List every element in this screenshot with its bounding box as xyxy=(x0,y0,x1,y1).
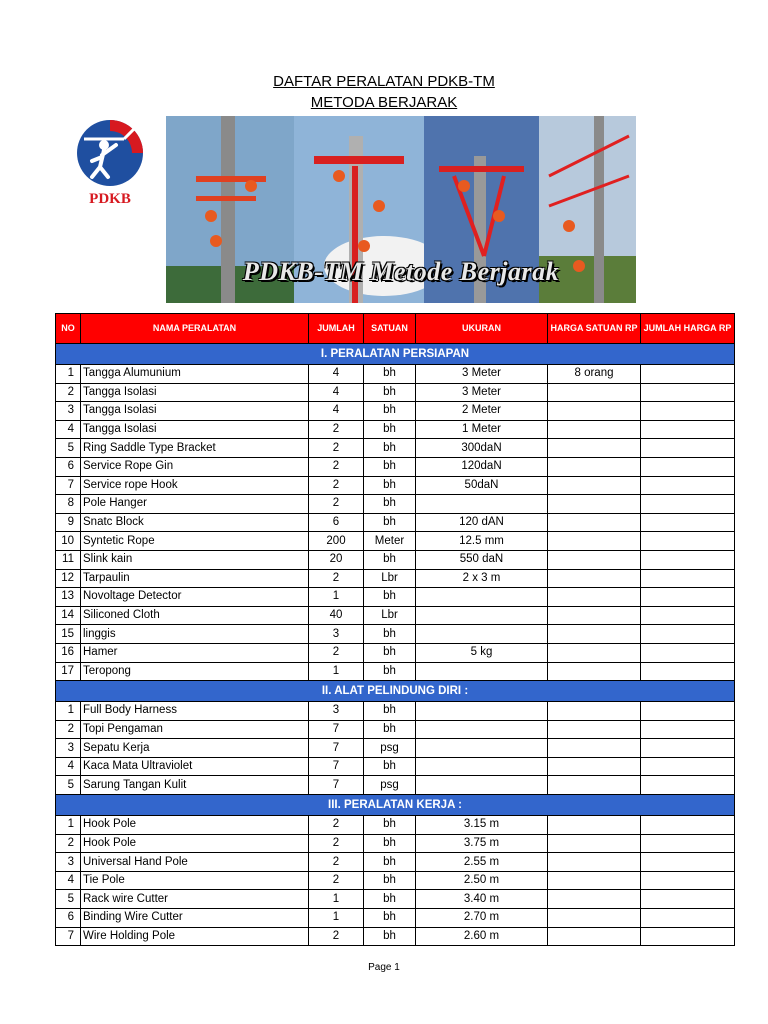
row-jumlah: 2 xyxy=(309,927,364,946)
row-jumlah-harga xyxy=(641,927,735,946)
row-jumlah-harga xyxy=(641,776,735,795)
banner-caption: PDKB-TM Metode Berjarak xyxy=(242,257,560,286)
row-nama: Slink kain xyxy=(81,550,309,569)
row-ukuran: 550 daN xyxy=(416,550,548,569)
row-harga-satuan xyxy=(548,927,641,946)
row-ukuran: 50daN xyxy=(416,476,548,495)
row-nama: Tangga Isolasi xyxy=(81,420,309,439)
row-satuan: bh xyxy=(364,757,416,776)
row-no: 16 xyxy=(56,643,81,662)
row-nama: Sarung Tangan Kulit xyxy=(81,776,309,795)
row-no: 9 xyxy=(56,513,81,532)
row-nama: Tie Pole xyxy=(81,871,309,890)
row-no: 15 xyxy=(56,625,81,644)
row-jumlah-harga xyxy=(641,853,735,872)
row-ukuran xyxy=(416,588,548,607)
row-no: 4 xyxy=(56,757,81,776)
header-nama: NAMA PERALATAN xyxy=(81,314,309,344)
table-row xyxy=(56,402,735,421)
row-satuan: bh xyxy=(364,420,416,439)
row-jumlah-harga xyxy=(641,909,735,928)
table-row xyxy=(56,625,735,644)
row-harga-satuan xyxy=(548,834,641,853)
row-satuan: bh xyxy=(364,834,416,853)
table-row xyxy=(56,662,735,681)
row-no: 4 xyxy=(56,871,81,890)
row-harga-satuan xyxy=(548,588,641,607)
row-ukuran xyxy=(416,662,548,681)
row-ukuran xyxy=(416,776,548,795)
row-harga-satuan xyxy=(548,643,641,662)
row-nama: Tangga Isolasi xyxy=(81,383,309,402)
header-satuan: SATUAN xyxy=(364,314,416,344)
row-harga-satuan xyxy=(548,606,641,625)
row-ukuran: 2.55 m xyxy=(416,853,548,872)
table-row xyxy=(56,890,735,909)
row-no: 1 xyxy=(56,816,81,835)
row-satuan: Lbr xyxy=(364,606,416,625)
row-no: 3 xyxy=(56,853,81,872)
row-jumlah: 4 xyxy=(309,383,364,402)
row-jumlah-harga xyxy=(641,365,735,384)
row-harga-satuan xyxy=(548,420,641,439)
row-no: 4 xyxy=(56,420,81,439)
row-nama: Ring Saddle Type Bracket xyxy=(81,439,309,458)
row-jumlah: 40 xyxy=(309,606,364,625)
table-row xyxy=(56,643,735,662)
row-harga-satuan xyxy=(548,739,641,758)
row-jumlah: 2 xyxy=(309,853,364,872)
row-satuan: Meter xyxy=(364,532,416,551)
table-row xyxy=(56,720,735,739)
table-row xyxy=(56,927,735,946)
row-satuan: bh xyxy=(364,550,416,569)
row-jumlah: 7 xyxy=(309,776,364,795)
table-row xyxy=(56,550,735,569)
row-harga-satuan xyxy=(548,550,641,569)
row-harga-satuan xyxy=(548,871,641,890)
row-nama: Wire Holding Pole xyxy=(81,927,309,946)
row-harga-satuan xyxy=(548,495,641,514)
row-jumlah-harga xyxy=(641,702,735,721)
row-no: 5 xyxy=(56,776,81,795)
row-jumlah-harga xyxy=(641,834,735,853)
row-ukuran: 2.70 m xyxy=(416,909,548,928)
table-row xyxy=(56,702,735,721)
table-row xyxy=(56,776,735,795)
row-satuan: bh xyxy=(364,476,416,495)
row-no: 7 xyxy=(56,927,81,946)
table-row xyxy=(56,365,735,384)
row-jumlah: 2 xyxy=(309,569,364,588)
row-ukuran: 120daN xyxy=(416,457,548,476)
row-harga-satuan xyxy=(548,816,641,835)
row-harga-satuan xyxy=(548,383,641,402)
table-row xyxy=(56,739,735,758)
row-nama: Pole Hanger xyxy=(81,495,309,514)
row-jumlah-harga xyxy=(641,720,735,739)
section-header-row xyxy=(56,344,735,365)
row-nama: Tarpaulin xyxy=(81,569,309,588)
row-ukuran: 3.75 m xyxy=(416,834,548,853)
row-jumlah: 2 xyxy=(309,476,364,495)
row-harga-satuan xyxy=(548,702,641,721)
row-jumlah: 6 xyxy=(309,513,364,532)
table-row xyxy=(56,383,735,402)
row-ukuran: 120 dAN xyxy=(416,513,548,532)
row-satuan: bh xyxy=(364,927,416,946)
row-ukuran: 2.50 m xyxy=(416,871,548,890)
row-no: 1 xyxy=(56,365,81,384)
table-row xyxy=(56,834,735,853)
row-harga-satuan xyxy=(548,890,641,909)
row-jumlah-harga xyxy=(641,588,735,607)
table-row xyxy=(56,532,735,551)
row-satuan: bh xyxy=(364,853,416,872)
row-no: 5 xyxy=(56,439,81,458)
row-satuan: bh xyxy=(364,439,416,458)
row-ukuran xyxy=(416,739,548,758)
row-harga-satuan xyxy=(548,439,641,458)
row-satuan: bh xyxy=(364,513,416,532)
row-satuan: bh xyxy=(364,909,416,928)
row-satuan: bh xyxy=(364,871,416,890)
row-ukuran xyxy=(416,495,548,514)
row-satuan: bh xyxy=(364,588,416,607)
row-satuan: psg xyxy=(364,776,416,795)
row-no: 13 xyxy=(56,588,81,607)
row-jumlah-harga xyxy=(641,439,735,458)
row-jumlah: 2 xyxy=(309,439,364,458)
header-jumlah-harga: JUMLAH HARGA RP xyxy=(641,314,735,344)
row-satuan: bh xyxy=(364,365,416,384)
table-row xyxy=(56,757,735,776)
row-no: 11 xyxy=(56,550,81,569)
table-row xyxy=(56,476,735,495)
row-satuan: bh xyxy=(364,890,416,909)
row-ukuran: 2 x 3 m xyxy=(416,569,548,588)
row-jumlah-harga xyxy=(641,550,735,569)
row-satuan: bh xyxy=(364,625,416,644)
section-title: II. ALAT PELINDUNG DIRI : xyxy=(56,681,735,702)
row-satuan: bh xyxy=(364,816,416,835)
row-jumlah: 2 xyxy=(309,457,364,476)
svg-text:PDKB: PDKB xyxy=(89,191,131,207)
section-title: I. PERALATAN PERSIAPAN xyxy=(56,344,735,365)
row-ukuran xyxy=(416,720,548,739)
table-row xyxy=(56,420,735,439)
row-satuan: bh xyxy=(364,457,416,476)
header-ukuran: UKURAN xyxy=(416,314,548,344)
row-nama: Teropong xyxy=(81,662,309,681)
row-jumlah-harga xyxy=(641,457,735,476)
row-nama: Sepatu Kerja xyxy=(81,739,309,758)
row-jumlah: 7 xyxy=(309,757,364,776)
row-jumlah-harga xyxy=(641,532,735,551)
table-row xyxy=(56,871,735,890)
row-satuan: bh xyxy=(364,702,416,721)
row-harga-satuan xyxy=(548,625,641,644)
row-jumlah-harga xyxy=(641,816,735,835)
row-jumlah: 1 xyxy=(309,890,364,909)
row-jumlah-harga xyxy=(641,569,735,588)
row-harga-satuan xyxy=(548,662,641,681)
row-nama: Universal Hand Pole xyxy=(81,853,309,872)
row-ukuran: 1 Meter xyxy=(416,420,548,439)
row-harga-satuan: 8 orang xyxy=(548,365,641,384)
header-jumlah: JUMLAH xyxy=(309,314,364,344)
row-satuan: bh xyxy=(364,402,416,421)
row-no: 3 xyxy=(56,739,81,758)
row-ukuran xyxy=(416,702,548,721)
row-ukuran xyxy=(416,606,548,625)
row-jumlah-harga xyxy=(641,662,735,681)
page-number: Page 1 xyxy=(368,962,400,973)
table-row xyxy=(56,816,735,835)
row-no: 7 xyxy=(56,476,81,495)
row-jumlah: 2 xyxy=(309,834,364,853)
row-no: 6 xyxy=(56,457,81,476)
row-harga-satuan xyxy=(548,513,641,532)
row-satuan: bh xyxy=(364,383,416,402)
row-jumlah-harga xyxy=(641,739,735,758)
row-jumlah: 20 xyxy=(309,550,364,569)
row-nama: Hook Pole xyxy=(81,834,309,853)
row-ukuran: 3.40 m xyxy=(416,890,548,909)
row-jumlah: 2 xyxy=(309,420,364,439)
row-no: 8 xyxy=(56,495,81,514)
row-jumlah-harga xyxy=(641,625,735,644)
row-nama: Syntetic Rope xyxy=(81,532,309,551)
row-nama: Tangga Alumunium xyxy=(81,365,309,384)
row-harga-satuan xyxy=(548,532,641,551)
row-harga-satuan xyxy=(548,457,641,476)
table-row xyxy=(56,569,735,588)
header-harga-satuan: HARGA SATUAN RP xyxy=(548,314,641,344)
row-satuan: bh xyxy=(364,643,416,662)
row-jumlah: 1 xyxy=(309,662,364,681)
table-header-row xyxy=(56,314,735,344)
row-ukuran: 2.60 m xyxy=(416,927,548,946)
row-ukuran: 12.5 mm xyxy=(416,532,548,551)
row-nama: Service Rope Gin xyxy=(81,457,309,476)
row-jumlah: 2 xyxy=(309,871,364,890)
row-ukuran: 300daN xyxy=(416,439,548,458)
row-no: 2 xyxy=(56,834,81,853)
row-no: 14 xyxy=(56,606,81,625)
row-nama: Rack wire Cutter xyxy=(81,890,309,909)
row-jumlah-harga xyxy=(641,890,735,909)
section-header-row xyxy=(56,795,735,816)
row-nama: Topi Pengaman xyxy=(81,720,309,739)
row-harga-satuan xyxy=(548,757,641,776)
banner-image xyxy=(166,116,636,303)
table-row xyxy=(56,513,735,532)
row-nama: Kaca Mata Ultraviolet xyxy=(81,757,309,776)
row-harga-satuan xyxy=(548,402,641,421)
row-jumlah: 7 xyxy=(309,720,364,739)
row-ukuran xyxy=(416,625,548,644)
row-jumlah: 200 xyxy=(309,532,364,551)
row-nama: Siliconed Cloth xyxy=(81,606,309,625)
table-row xyxy=(56,909,735,928)
document-subtitle: METODA BERJARAK xyxy=(310,94,458,111)
row-jumlah: 4 xyxy=(309,402,364,421)
table-body xyxy=(56,344,735,946)
pdkb-logo xyxy=(74,115,150,213)
row-satuan: psg xyxy=(364,739,416,758)
row-no: 12 xyxy=(56,569,81,588)
row-ukuran: 2 Meter xyxy=(416,402,548,421)
row-no: 10 xyxy=(56,532,81,551)
row-jumlah: 3 xyxy=(309,625,364,644)
table-row xyxy=(56,853,735,872)
table-row xyxy=(56,457,735,476)
row-nama: Hamer xyxy=(81,643,309,662)
row-jumlah: 3 xyxy=(309,702,364,721)
row-harga-satuan xyxy=(548,476,641,495)
row-no: 2 xyxy=(56,383,81,402)
row-nama: Hook Pole xyxy=(81,816,309,835)
row-satuan: bh xyxy=(364,662,416,681)
row-harga-satuan xyxy=(548,569,641,588)
row-no: 6 xyxy=(56,909,81,928)
row-nama: Service rope Hook xyxy=(81,476,309,495)
row-harga-satuan xyxy=(548,776,641,795)
document-title: DAFTAR PERALATAN PDKB-TM xyxy=(273,73,495,90)
row-jumlah-harga xyxy=(641,420,735,439)
table-row xyxy=(56,606,735,625)
row-nama: Tangga Isolasi xyxy=(81,402,309,421)
row-jumlah-harga xyxy=(641,495,735,514)
row-satuan: Lbr xyxy=(364,569,416,588)
row-nama: Novoltage Detector xyxy=(81,588,309,607)
row-harga-satuan xyxy=(548,909,641,928)
section-title: III. PERALATAN KERJA : xyxy=(56,795,735,816)
table-row xyxy=(56,495,735,514)
row-jumlah-harga xyxy=(641,871,735,890)
row-nama: linggis xyxy=(81,625,309,644)
row-ukuran: 3 Meter xyxy=(416,365,548,384)
row-jumlah: 7 xyxy=(309,739,364,758)
row-nama: Snatc Block xyxy=(81,513,309,532)
row-jumlah-harga xyxy=(641,383,735,402)
table-row xyxy=(56,588,735,607)
row-harga-satuan xyxy=(548,720,641,739)
row-ukuran: 3 Meter xyxy=(416,383,548,402)
section-header-row xyxy=(56,681,735,702)
row-no: 17 xyxy=(56,662,81,681)
row-jumlah-harga xyxy=(641,476,735,495)
row-jumlah-harga xyxy=(641,606,735,625)
row-jumlah: 2 xyxy=(309,816,364,835)
row-no: 2 xyxy=(56,720,81,739)
row-jumlah: 4 xyxy=(309,365,364,384)
row-ukuran: 5 kg xyxy=(416,643,548,662)
table-row xyxy=(56,439,735,458)
row-jumlah-harga xyxy=(641,757,735,776)
row-no: 1 xyxy=(56,702,81,721)
row-satuan: bh xyxy=(364,495,416,514)
row-jumlah: 1 xyxy=(309,909,364,928)
row-no: 3 xyxy=(56,402,81,421)
row-nama: Full Body Harness xyxy=(81,702,309,721)
row-satuan: bh xyxy=(364,720,416,739)
row-jumlah: 1 xyxy=(309,588,364,607)
row-jumlah-harga xyxy=(641,513,735,532)
row-ukuran xyxy=(416,757,548,776)
row-no: 5 xyxy=(56,890,81,909)
header-no: NO xyxy=(56,314,81,344)
row-harga-satuan xyxy=(548,853,641,872)
row-jumlah-harga xyxy=(641,643,735,662)
row-jumlah: 2 xyxy=(309,643,364,662)
row-nama: Binding Wire Cutter xyxy=(81,909,309,928)
row-jumlah-harga xyxy=(641,402,735,421)
row-ukuran: 3.15 m xyxy=(416,816,548,835)
row-jumlah: 2 xyxy=(309,495,364,514)
equipment-table xyxy=(55,313,735,946)
